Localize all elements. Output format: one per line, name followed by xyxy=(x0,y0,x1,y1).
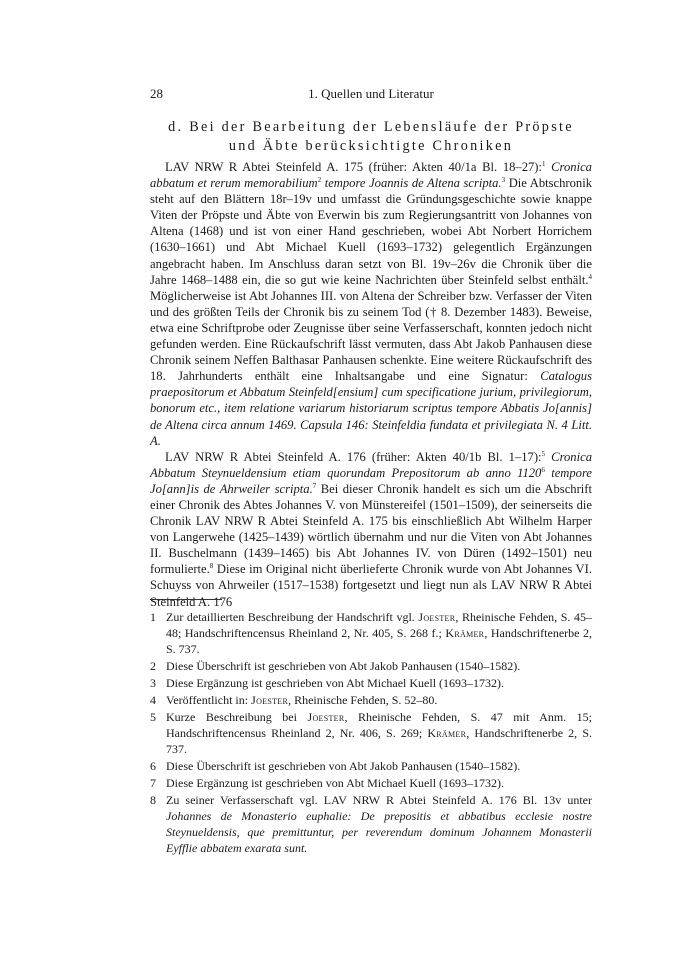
running-title: 1. Quellen und Literatur xyxy=(308,86,434,101)
text-run: LAV NRW R Abtei Steinfeld A. 176 (früher: Akten 40/1b Bl. 1–17): xyxy=(165,449,542,464)
text-run: Diese im Original nicht überlieferte Chronik wurde von Abt Johannes VI. Schuyss von Ahrweiler (1517–1538) fortgesetzt und liegt nun als LAV NRW R Abtei Steinfeld A. 176 xyxy=(150,562,592,609)
footnote xyxy=(150,775,592,791)
italic-quote: Johannes de Monasterio euphalie xyxy=(166,809,348,823)
text-run: Die Abtschronik steht auf den Blättern 18r–19v und umfasst die Gründungsgeschichte sowie knappe Viten der Pröpste und Äbte von Everwin bis zum Regierungsantritt von Johannes von Altena (1468) und ist von einer Hand geschrieben, wobei Abt Norbert Horrichem (1630–1661) und Abt Michael Kuell (1693–1732) gelegentlich Ergänzungen angebracht haben. Im Anschluss daran setzt von Bl. 19v–26v die Chronik über die Jahre 1468–1488 ein, die so gut wie keine Nachrichten über Steinfeld selbst enthält. xyxy=(150,176,593,287)
page-number: 28 xyxy=(150,86,163,101)
body-text xyxy=(150,159,592,610)
footnote xyxy=(150,675,592,691)
footnote-ref: 3 xyxy=(501,176,506,185)
author-name: Joester xyxy=(307,710,345,724)
footnote-text: Diese Überschrift ist geschrieben von Abt Jakob Panhausen (1540–1582). xyxy=(166,759,521,773)
footnote xyxy=(150,758,592,774)
footnote-text: Veröffentlicht in: Joester, Rheinische Fehden, S. 52–80. xyxy=(166,693,438,707)
footnote-number: 7 xyxy=(150,776,156,790)
text-run: Bei dieser Chronik handelt es sich um die Abschrift einer Chronik des Abtes Johannes V. von Münstereifel (1501–1509), der seinerseits die Chronik LAV NRW R Abtei Steinfeld A. 175 bis einschließlich Abt Wilhelm Harper von Langerwehe (1425–1439) wörtlich übernahm und nur die Viten von Abt Johannes II. Buschelmann (1439–1465) bis Abt Johannes IV. von Düren (1492–1501) neu formulierte. xyxy=(150,481,592,577)
footnote-ref: 8 xyxy=(209,562,214,571)
text-run: LAV NRW R Abtei Steinfeld A. 175 (früher: Akten 40/1a Bl. 18–27): xyxy=(165,160,542,174)
footnotes xyxy=(150,609,592,857)
footnote-number: 5 xyxy=(150,710,156,724)
footnote xyxy=(150,692,592,708)
footnote-text: Kurze Beschreibung bei Joester, Rheinische Fehden, S. 47 mit Anm. 15; Handschriftencensus Rheinland 2, Nr. 406, S. 269; Krämer, Handschriftenerbe 2, S. 737. xyxy=(166,710,592,756)
footnote-number: 4 xyxy=(150,693,156,707)
footnote-text: Diese Ergänzung ist geschrieben von Abt Michael Kuell (1693–1732). xyxy=(166,776,505,790)
footnote-ref: 1 xyxy=(542,160,546,168)
italic-title: tempore Joannis de Altena scripta. xyxy=(321,176,502,191)
author-name: Joester xyxy=(251,693,289,707)
italic-title: tempore Jo[ann]is de Ahrweiler scripta. xyxy=(150,465,592,496)
footnote-text: Diese Überschrift ist geschrieben von Abt Jakob Panhausen (1540–1582). xyxy=(166,659,521,673)
italic-quote: Catalogus praepositorum et Abbatum Steinfeld[ensium] cum specificatione jurium, privilegiorum, bonorum etc., item relatione variarum historiarum scriptus tempore Abbatis Jo[annis] de Altena circa annum 1469. Capsula 146: Steinfeldia fundata et privilegiata N. 4 Litt. A. xyxy=(150,369,592,448)
text-run: Möglicherweise ist Abt Johannes III. von Altena der Schreiber bzw. Verfasser der Viten und des größten Teils der Chronik bis zu seinem Tod († 8. Dezember 1483). Beweise, etwa eine Schriftprobe oder Zeugnisse über seine Verfasserschaft, konnten jedoch nicht gefunden werden. Eine Rückaufschrift lässt vermuten, dass Abt Jakob Panhausen diese Chronik seinem Neffen Balthasar Panhausen schenkte. Eine weitere Rückaufschrift des 18. Jahrhunderts enthält eine Inhaltsangabe und eine Signatur: xyxy=(150,288,592,384)
footnote-number: 2 xyxy=(150,659,156,673)
author-name: Krämer xyxy=(445,626,485,640)
footnote-number: 1 xyxy=(150,610,156,624)
page-header xyxy=(150,86,592,104)
footnote xyxy=(150,609,592,657)
footnote-ref: 4 xyxy=(588,272,592,281)
footnote-ref: 2 xyxy=(317,176,322,185)
footnote-ref: 6 xyxy=(541,465,545,474)
footnote-text: Zu seiner Verfasserschaft vgl. LAV NRW R Abtei Steinfeld A. 176 Bl. 13v unter Johannes de Monasterio euphalie: De prepositis et abbatibus ecclesie nostre Steynueldensis, que premittuntur, per reverendum dominum Johannem Monasterii Eyfflie abbatem exarata sunt. xyxy=(166,793,592,855)
footnote-ref: 7 xyxy=(312,481,317,490)
footnote-ref: 5 xyxy=(541,449,546,458)
footnote-text: Zur detaillierten Beschreibung der Handschrift vgl. Joester, Rheinische Fehden, S. 45–48; Handschriftencensus Rheinland 2, Nr. 405, S. 268 f.; Krämer, Handschriftenerbe 2, S. 737. xyxy=(166,610,592,656)
paragraph xyxy=(150,449,592,610)
italic-title: Cronica abbatum et rerum memorabilium xyxy=(150,160,592,191)
italic-title: Cronica Abbatum Steynueldensium etiam quorundam Prepositorum ab anno 1120 xyxy=(150,449,592,480)
paragraph xyxy=(150,159,592,449)
section-heading-line-2: und Äbte berücksichtigte Chroniken xyxy=(228,138,514,154)
footnote-number: 3 xyxy=(150,676,156,690)
author-name: Joester xyxy=(418,610,456,624)
author-name: Krämer xyxy=(427,726,467,740)
footnote xyxy=(150,658,592,674)
footnote-text: Diese Ergänzung ist geschrieben von Abt Michael Kuell (1693–1732). xyxy=(166,676,505,690)
footnote xyxy=(150,709,592,757)
footnote-number: 8 xyxy=(150,793,156,807)
section-heading-line-1: d. Bei der Bearbeitung der Lebensläufe der Pröpste xyxy=(168,119,574,135)
section-heading xyxy=(150,118,592,156)
footnote-divider xyxy=(150,599,222,600)
footnote-number: 6 xyxy=(150,759,156,773)
footnote xyxy=(150,792,592,856)
